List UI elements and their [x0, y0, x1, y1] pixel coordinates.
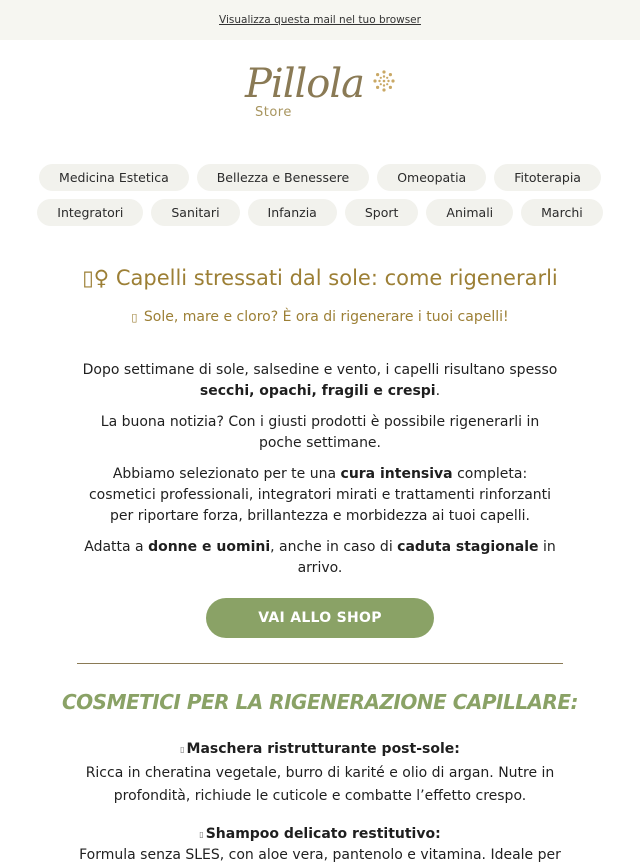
product-1-description: Ricca in cheratina vegetale, burro di karité e olio di argan. Nutre in profondità, richiude le cuticole e combatte l’effetto crespo.: [85, 765, 555, 804]
nav-marchi[interactable]: Marchi: [521, 199, 603, 226]
nav-animali[interactable]: Animali: [426, 199, 513, 226]
category-nav-row-1: [0, 164, 640, 191]
section-divider: [77, 663, 563, 664]
p1-bold: secchi, opachi, fragili e crespi: [199, 383, 436, 399]
shop-now-button[interactable]: VAI ALLO SHOP: [206, 598, 434, 638]
product-2-description: Formula senza SLES, con aloe vera, pantenolo e vitamina. Ideale per: [79, 847, 561, 863]
p3-end: completa: cosmetici professionali, integratori mirati e trattamenti rinforzanti per riportare forza, brillantezza e morbidezza ai tuoi capelli.: [88, 466, 552, 524]
section-title: COSMETICI PER LA RIGENERAZIONE CAPILLARE:: [62, 690, 578, 714]
intro-paragraph-1: [78, 360, 562, 402]
nav-sanitari[interactable]: Sanitari: [151, 199, 239, 226]
p1-text: Dopo settimane di sole, salsedine e vento, i capelli risultano spesso: [82, 362, 558, 378]
subhead-text: Sole, mare e cloro? È ora di rigenerare i tuoi capelli!: [143, 309, 509, 325]
p3-text: Abbiamo selezionato per te una: [112, 466, 337, 482]
headline-emoji-icon: ▯♀: [82, 266, 110, 290]
nav-integratori[interactable]: Integratori: [37, 199, 143, 226]
p4-bold-2: caduta stagionale: [397, 539, 539, 555]
email-headline: [0, 266, 640, 290]
product-2-emoji-icon: ▯: [199, 829, 204, 839]
p1-end: .: [435, 383, 441, 399]
nav-sport[interactable]: Sport: [345, 199, 419, 226]
intro-paragraph-2: La buona notizia? Con i giusti prodotti è possibile rigenerarli in poche settimane.: [100, 414, 540, 451]
category-nav-row-2: [0, 199, 640, 226]
nav-omeopatia[interactable]: Omeopatia: [377, 164, 486, 191]
product-2-title-text: Shampoo delicato restitutivo:: [205, 826, 441, 842]
view-in-browser-bar: [0, 0, 640, 40]
nav-infanzia[interactable]: Infanzia: [248, 199, 337, 226]
p3-bold: cura intensiva: [340, 466, 453, 482]
product-2-title: [0, 826, 640, 842]
p4-text: Adatta a: [84, 539, 144, 555]
headline-text: Capelli stressati dal sole: come rigenerarli: [115, 266, 558, 290]
subhead-emoji-icon: ▯: [131, 310, 138, 324]
p4-end: in arrivo.: [297, 539, 556, 576]
view-in-browser-link[interactable]: Visualizza questa mail nel tuo browser: [219, 14, 421, 26]
p4-bold-1: donne e uomini: [148, 539, 271, 555]
product-1-emoji-icon: ▯: [180, 744, 185, 754]
category-nav: [0, 164, 640, 234]
product-1-title-text: Maschera ristrutturante post-sole:: [186, 741, 460, 757]
nav-bellezza-benessere[interactable]: Bellezza e Benessere: [197, 164, 369, 191]
nav-medicina-estetica[interactable]: Medicina Estetica: [39, 164, 189, 191]
logo-subtitle: Store: [255, 105, 292, 120]
email-subheadline: [0, 309, 640, 325]
p4-mid: , anche in caso di: [270, 539, 393, 555]
intro-paragraph-3: [78, 464, 562, 527]
logo-wordmark: Pillola: [245, 61, 365, 107]
logo-flower-icon: [372, 69, 396, 93]
intro-paragraph-4: [78, 537, 562, 579]
nav-fitoterapia[interactable]: Fitoterapia: [494, 164, 601, 191]
product-1-title: [0, 741, 640, 757]
